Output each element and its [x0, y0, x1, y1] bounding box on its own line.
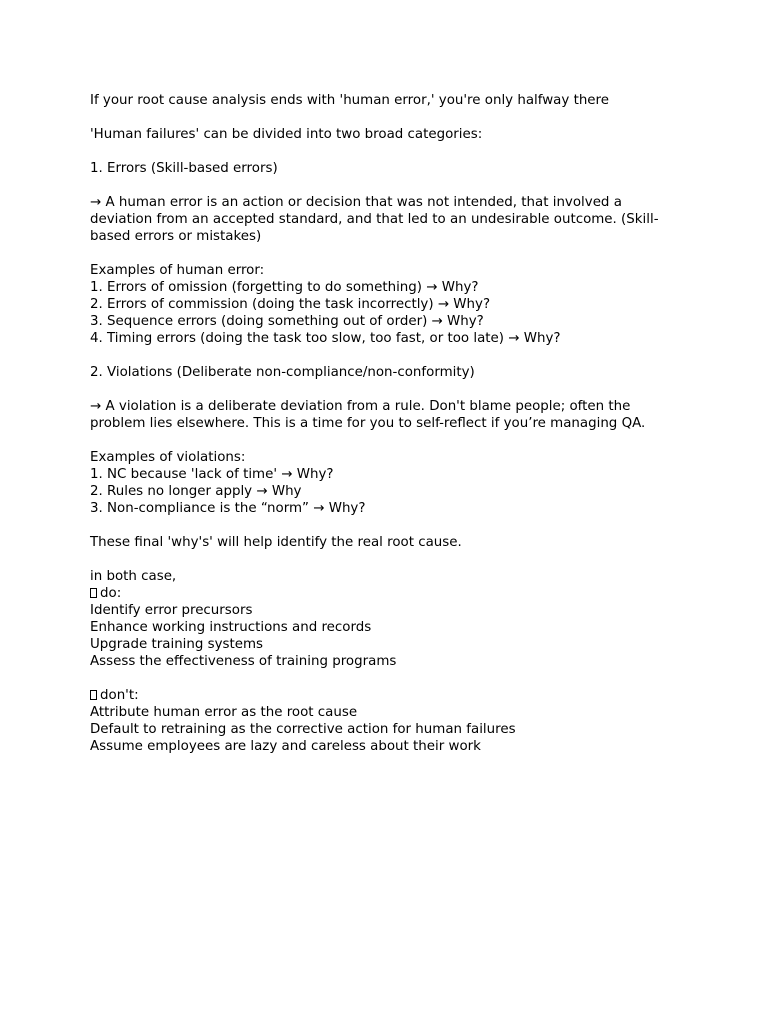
dont-label: don't:: [100, 688, 139, 703]
intro-text: 'Human failures' can be divided into two broad categories:: [90, 127, 483, 142]
list-item: 2. Errors of commission (doing the task incorrectly) → Why?: [90, 297, 491, 312]
final-whys-text: These final 'why's' will help identify the real root cause.: [90, 535, 462, 550]
list-item: 1. Errors of omission (forgetting to do something) → Why?: [90, 280, 479, 295]
list-item: Assess the effectiveness of training programs: [90, 654, 397, 669]
spacer: [90, 551, 680, 568]
both-case-text: in both case,: [90, 569, 177, 584]
errors-heading: 1. Errors (Skill-based errors): [90, 161, 278, 176]
list-item: Enhance working instructions and records: [90, 620, 372, 635]
document-title: If your root cause analysis ends with 'human error,' you're only halfway there: [90, 93, 609, 108]
document-body: [90, 92, 680, 755]
errors-definition: → A human error is an action or decision that was not intended, that involved a deviation from an accepted standard, and that led to an undesirable outcome. (Skill-based errors or mistakes): [90, 195, 659, 244]
spacer: [90, 245, 680, 262]
spacer: [90, 143, 680, 160]
list-item: Identify error precursors: [90, 603, 253, 618]
list-item: Assume employees are lazy and careless about their work: [90, 739, 481, 754]
spacer: [90, 177, 680, 194]
do-label-line: [90, 585, 680, 602]
spacer: [90, 517, 680, 534]
violations-examples-heading: Examples of violations:: [90, 450, 246, 465]
list-item: Attribute human error as the root cause: [90, 705, 358, 720]
dont-label-line: [90, 687, 680, 704]
list-item: 3. Sequence errors (doing something out of order) → Why?: [90, 314, 484, 329]
missing-glyph-icon: [90, 588, 97, 598]
spacer: [90, 109, 680, 126]
errors-examples-heading: Examples of human error:: [90, 263, 265, 278]
violations-definition: → A violation is a deliberate deviation from a rule. Don't blame people; often the problem lies elsewhere. This is a time for you to self-reflect if you’re managing QA.: [90, 399, 646, 431]
violations-heading: 2. Violations (Deliberate non-compliance/non-conformity): [90, 365, 475, 380]
spacer: [90, 432, 680, 449]
missing-glyph-icon: [90, 690, 97, 700]
spacer: [90, 670, 680, 687]
list-item: 4. Timing errors (doing the task too slow, too fast, or too late) → Why?: [90, 331, 561, 346]
list-item: 2. Rules no longer apply → Why: [90, 484, 302, 499]
spacer: [90, 381, 680, 398]
list-item: Upgrade training systems: [90, 637, 264, 652]
do-label: do:: [100, 586, 122, 601]
list-item: 1. NC because 'lack of time' → Why?: [90, 467, 334, 482]
list-item: 3. Non-compliance is the “norm” → Why?: [90, 501, 366, 516]
list-item: Default to retraining as the corrective action for human failures: [90, 722, 516, 737]
spacer: [90, 347, 680, 364]
